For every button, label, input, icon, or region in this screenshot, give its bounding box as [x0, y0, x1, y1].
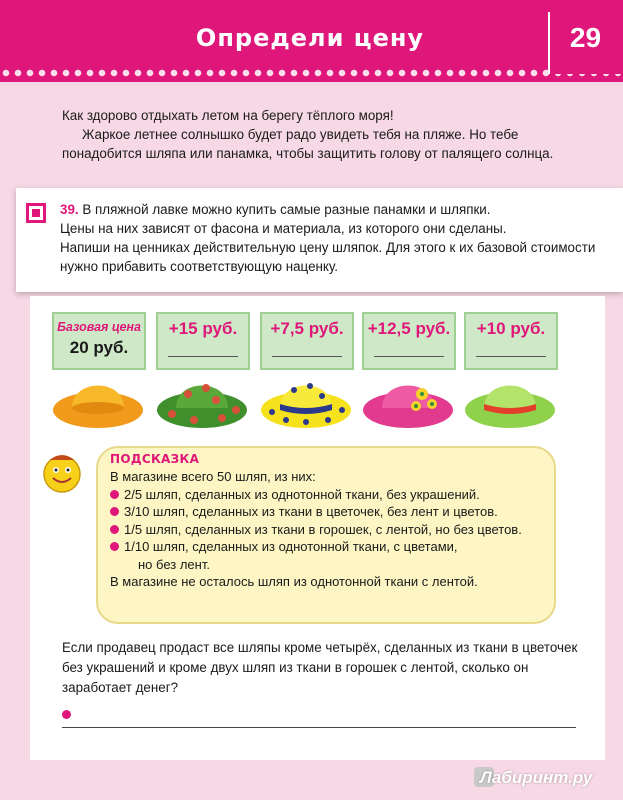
- task-marker-icon: [26, 203, 46, 223]
- price-answer-line-3[interactable]: [374, 356, 444, 357]
- task-number: 39.: [60, 202, 79, 217]
- answer-line[interactable]: [62, 727, 576, 728]
- price-answer-line-2[interactable]: [272, 356, 342, 357]
- base-price-value: 20 руб.: [69, 338, 129, 357]
- hint-footer: В магазине не осталось шляп из однотонной ткани с лентой.: [110, 574, 478, 589]
- flower-pattern-hat-icon: [154, 364, 250, 432]
- hint-item-4-continued: но без лент.: [138, 556, 210, 572]
- task-text: [60, 200, 600, 276]
- price-tag-2: [260, 312, 354, 370]
- task-text-3: Напиши на ценниках действительную цену шляпок. Для этого к их базовой стоимости нужно прибавить соответствующую наценку.: [60, 240, 596, 274]
- header-spiral-border: [0, 64, 623, 82]
- intro-line-2: Жаркое летнее солнышко будет радо увидеть тебя на пляже. Но тебе понадобится шляпа или панамка, чтобы защитить голову от палящего солнца.: [62, 127, 554, 161]
- hint-item-3: 1/5 шляп, сделанных из ткани в горошек, с лентой, но без цветов.: [110, 521, 550, 539]
- task-text-2: Цены на них зависят от фасона и материала, из которого они сделаны.: [60, 221, 507, 236]
- price-answer-line-1[interactable]: [168, 356, 238, 357]
- markup-1: +15 руб.: [168, 319, 238, 338]
- page-title: Определи цену: [195, 24, 425, 52]
- price-tag-base: [52, 312, 146, 370]
- markup-2: +7,5 руб.: [270, 319, 344, 338]
- hint-item-2: 3/10 шляп, сделанных из ткани в цветочек, без лент и цветов.: [110, 503, 550, 521]
- watermark: Лабиринт.ру: [480, 768, 593, 787]
- intro-line-1: Как здорово отдыхать летом на берегу тёплого моря!: [62, 108, 394, 123]
- smiley-helper-icon: [38, 448, 86, 496]
- pink-flowers-hat-icon: [360, 364, 456, 432]
- question-text: Если продавец продаст все шляпы кроме четырёх, сделанных из ткани в цветочек без украшений и кроме двух шляп из ткани в горошек с лентой, сколько он заработает денег?: [62, 640, 578, 695]
- price-answer-line-4[interactable]: [476, 356, 546, 357]
- hint-content: [110, 468, 550, 591]
- answer-bullet: [62, 710, 71, 719]
- price-tag-3: [362, 312, 456, 370]
- hint-item-1: 2/5 шляп, сделанных из однотонной ткани, без украшений.: [110, 486, 550, 504]
- price-tag-4: [464, 312, 558, 370]
- hint-intro: В магазине всего 50 шляп, из них:: [110, 469, 316, 484]
- orange-plain-hat-icon: [50, 364, 146, 432]
- price-tag-1: [156, 312, 250, 370]
- markup-3: +12,5 руб.: [367, 319, 451, 338]
- base-price-label: Базовая цена: [57, 320, 141, 334]
- page-number: 29: [569, 22, 602, 53]
- hint-item-4: 1/10 шляп, сделанных из однотонной ткани, с цветами,: [110, 538, 550, 556]
- markup-4: +10 руб.: [476, 319, 546, 338]
- intro-text: [62, 106, 582, 163]
- task-text-1: В пляжной лавке можно купить самые разные панамки и шляпки.: [82, 202, 491, 217]
- polka-dot-ribbon-hat-icon: [258, 364, 354, 432]
- green-ribbon-hat-icon: [462, 364, 558, 432]
- hint-title: ПОДСКАЗКА: [110, 452, 200, 466]
